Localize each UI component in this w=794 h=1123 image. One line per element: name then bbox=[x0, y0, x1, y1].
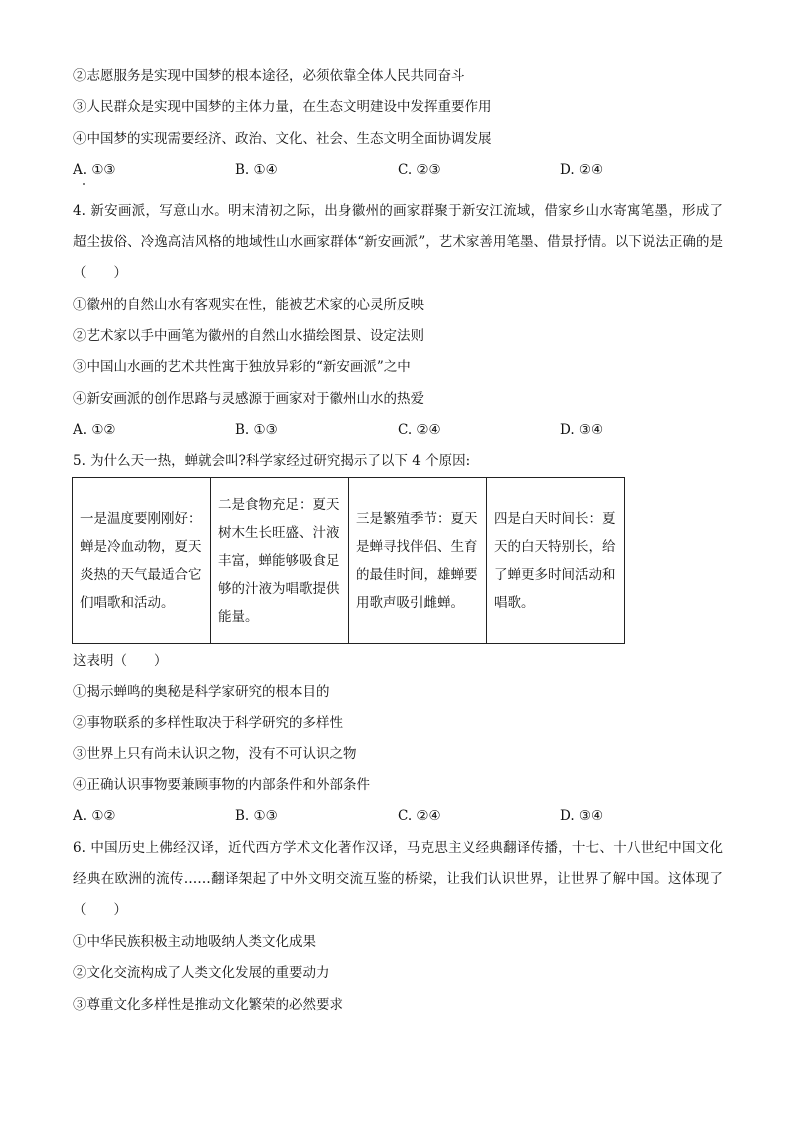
q3-option-c[interactable]: C. ②③ bbox=[398, 162, 441, 178]
q5-option-b[interactable]: B. ①③ bbox=[235, 808, 278, 824]
q4-option-b[interactable]: B. ①③ bbox=[235, 422, 278, 438]
q5-reason-1: 一是温度要刚刚好：蝉是冷血动物，夏天炎热的天气最适合它们唱歌和活动。 bbox=[73, 478, 211, 644]
q6-statement-3: ③尊重文化多样性是推动文化繁荣的必然要求 bbox=[73, 997, 343, 1013]
q6-stem: 6. 中国历史上佛经汉译，近代西方学术文化著作汉译，马克思主义经典翻译传播，十七、十八世纪中国文化经典在欧洲的流传……翻译架起了中外文明交流互鉴的桥梁，让我们认识世界，让世界了解中国。这体现了（ ） bbox=[73, 840, 723, 918]
q4-statement-2: ②艺术家以手中画笔为徽州的自然山水描绘图景、设定法则 bbox=[73, 328, 424, 344]
q5-statement-2: ②事物联系的多样性取决于科学研究的多样性 bbox=[73, 715, 343, 731]
q4-statement-3: ③中国山水画的艺术共性寓于独放异彩的“新安画派”之中 bbox=[73, 359, 411, 375]
q5-option-d[interactable]: D. ③④ bbox=[560, 808, 604, 824]
q5-reason-4: 四是白天时间长：夏天的白天特别长，给了蝉更多时间活动和唱歌。 bbox=[487, 478, 625, 644]
q5-statement-4: ④正确认识事物要兼顾事物的内部条件和外部条件 bbox=[73, 777, 370, 793]
q4-option-a[interactable]: A. ①② bbox=[73, 422, 116, 438]
q3-options bbox=[73, 161, 733, 179]
q5-stem: 5. 为什么天一热，蝉就会叫?科学家经过研究揭示了以下 4 个原因: bbox=[73, 453, 471, 469]
q3-option-a[interactable]: A. ①③ bbox=[73, 162, 116, 178]
q3-statement-3: ③人民群众是实现中国梦的主体力量，在生态文明建设中发挥重要作用 bbox=[73, 99, 492, 115]
q6-statement-2: ②文化交流构成了人类文化发展的重要动力 bbox=[73, 965, 330, 981]
q5-option-c[interactable]: C. ②④ bbox=[398, 808, 441, 824]
q5-reason-3: 三是繁殖季节：夏天是蝉寻找伴侣、生育的最佳时间，雄蝉要用歌声吸引雌蝉。 bbox=[349, 478, 487, 644]
q4-options bbox=[73, 421, 733, 439]
q4-stem: 4. 新安画派，写意山水。明末清初之际，出身徽州的画家群聚于新安江流域，借家乡山水寄寓笔墨，形成了超尘拔俗、冷逸高洁风格的地域性山水画家群体“新安画派”，艺术家善用笔墨、借景抒情。以下说法正确的是（ ） bbox=[73, 203, 723, 281]
q5-follow: 这表明（ ） bbox=[73, 653, 168, 669]
q5-option-a[interactable]: A. ①② bbox=[73, 808, 116, 824]
q4-option-d[interactable]: D. ③④ bbox=[560, 422, 604, 438]
q3-option-b[interactable]: B. ①④ bbox=[235, 162, 278, 178]
q5-statement-3: ③世界上只有尚未认识之物，没有不可认识之物 bbox=[73, 746, 357, 762]
q4-statement-4: ④新安画派的创作思路与灵感源于画家对于徽州山水的热爱 bbox=[73, 391, 424, 407]
stray-dot bbox=[83, 183, 85, 185]
q6-statement-1: ①中华民族积极主动地吸纳人类文化成果 bbox=[73, 934, 316, 950]
q3-statement-2: ②志愿服务是实现中国梦的根本途径，必须依靠全体人民共同奋斗 bbox=[73, 68, 465, 84]
q5-options bbox=[73, 807, 733, 825]
q4-option-c[interactable]: C. ②④ bbox=[398, 422, 441, 438]
q5-statement-1: ①揭示蝉鸣的奥秘是科学家研究的根本目的 bbox=[73, 684, 330, 700]
q3-option-d[interactable]: D. ②④ bbox=[560, 162, 604, 178]
q5-reasons-table bbox=[72, 477, 625, 644]
q5-reason-2: 二是食物充足：夏天树木生长旺盛、汁液丰富，蝉能够吸食足够的汁液为唱歌提供能量。 bbox=[211, 478, 349, 644]
q4-statement-1: ①徽州的自然山水有客观实在性，能被艺术家的心灵所反映 bbox=[73, 297, 424, 313]
q3-statement-4: ④中国梦的实现需要经济、政治、文化、社会、生态文明全面协调发展 bbox=[73, 131, 492, 147]
